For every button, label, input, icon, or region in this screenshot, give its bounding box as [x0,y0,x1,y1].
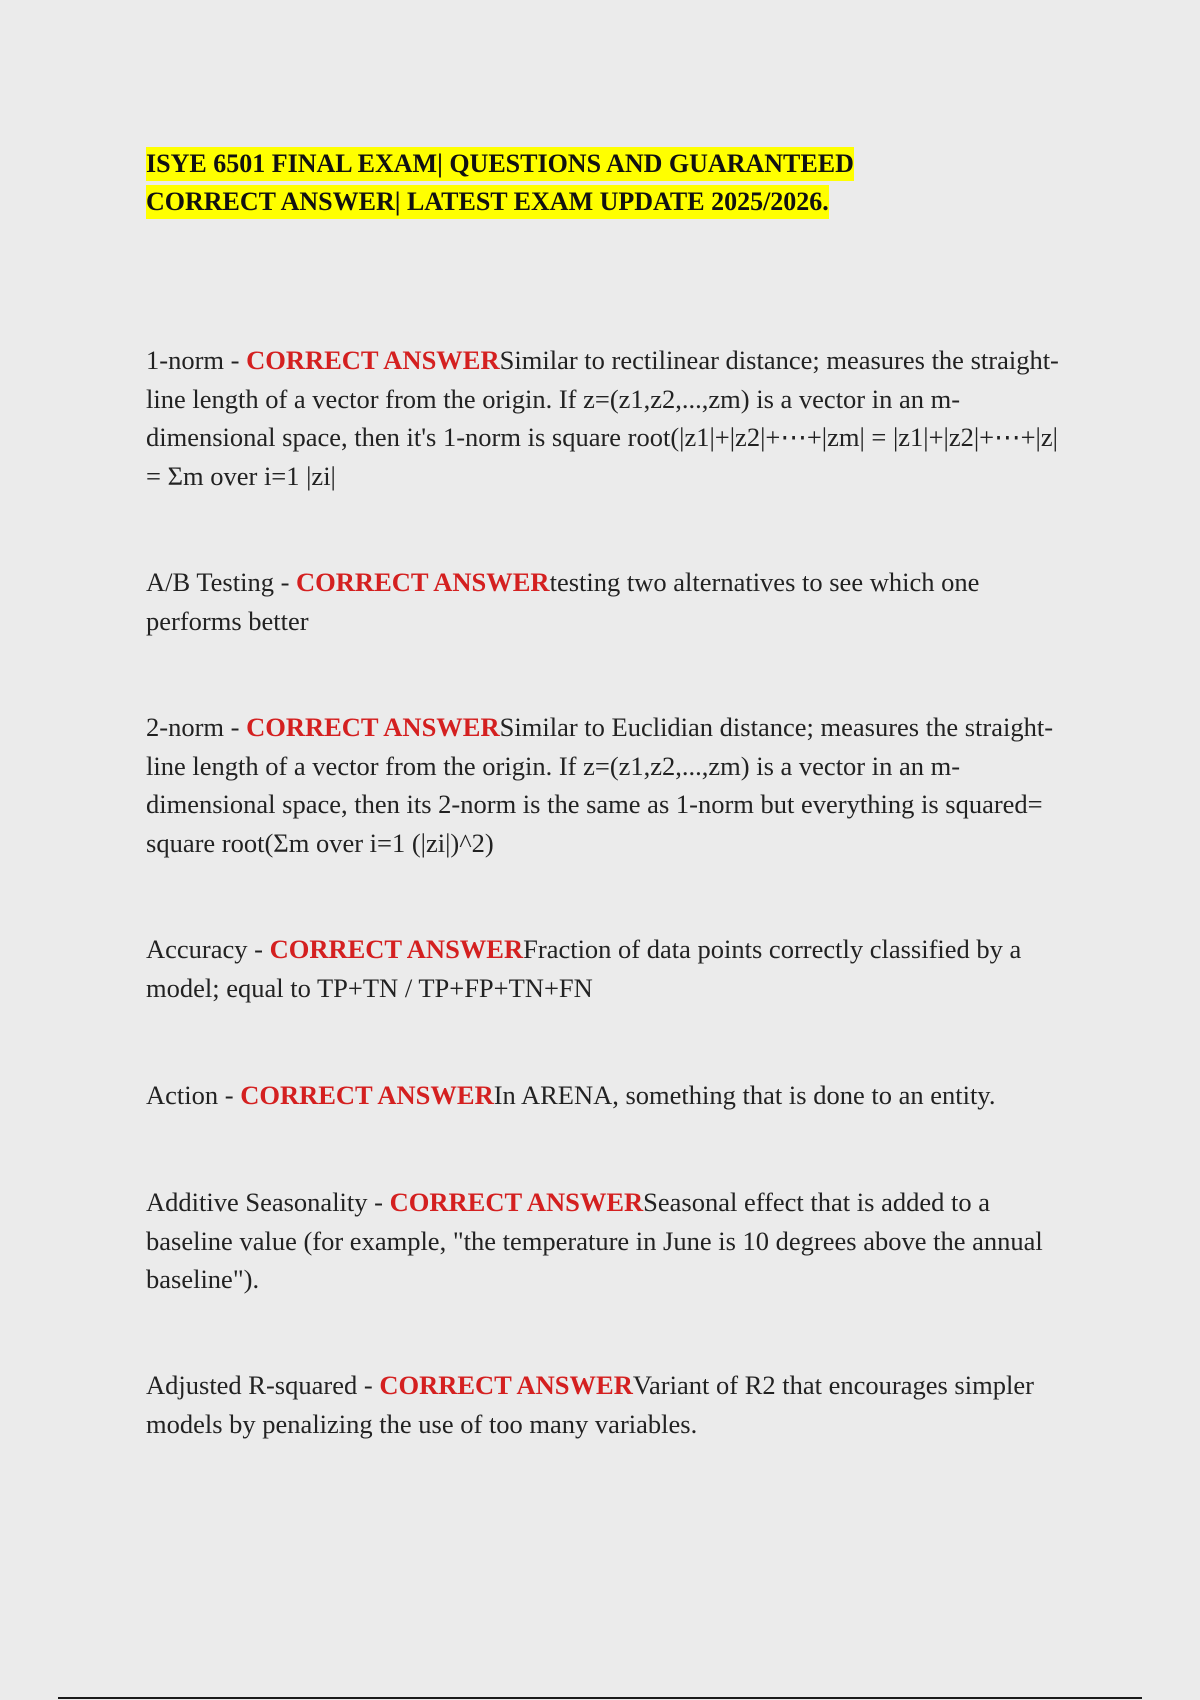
correct-answer-marker: CORRECT ANSWER [379,1370,633,1400]
correct-answer-marker: CORRECT ANSWER [246,345,500,375]
entry-definition: Similar to Euclidian distance; measures the straight-line length of a vector from the origin. If z=(z1,z2,...,zm) is a vector in an m-dimensional space, then its 2-norm is the same as 1-norm but everything is squared= square root(Σm over i=1 (|zi|)^2) [146,712,1054,858]
glossary-entry [146,708,1066,862]
entry-definition: testing two alternatives to see which one performs better [146,567,980,636]
glossary-entry [146,1183,1066,1299]
correct-answer-marker: CORRECT ANSWER [246,712,500,742]
page-bottom-divider [58,1697,1142,1699]
title-line-1-text: ISYE 6501 FINAL EXAM| QUESTIONS AND GUARANTEED [146,147,854,181]
glossary-entry [146,341,1066,495]
title-line-2 [146,183,1046,221]
entry-term: A/B Testing - [146,567,297,597]
document-title [146,145,1046,221]
entry-definition: Similar to rectilinear distance; measures the straight-line length of a vector from the origin. If z=(z1,z2,...,zm) is a vector in an m-dimensional space, then it's 1-norm is square root(|z1|+|z2|+⋯+|zm| = |z1|+|z2|+⋯+|z| = Σm over i=1 |zi| [146,345,1059,491]
entry-term: Action - [146,1080,241,1110]
glossary-entry [146,1366,1066,1443]
entry-term: 1-norm - [146,345,247,375]
entry-definition: Variant of R2 that encourages simpler models by penalizing the use of too many variables. [146,1370,1034,1439]
entry-term: Adjusted R-squared - [146,1370,380,1400]
entry-term: 2-norm - [146,712,247,742]
entry-definition: Fraction of data points correctly classified by a model; equal to TP+TN / TP+FP+TN+FN [146,934,1022,1003]
correct-answer-marker: CORRECT ANSWER [269,934,524,964]
correct-answer-marker: CORRECT ANSWER [240,1080,494,1110]
correct-answer-marker: CORRECT ANSWER [389,1187,644,1217]
glossary-entry [146,930,1066,1007]
entry-definition: In ARENA, something that is done to an entity. [493,1080,996,1110]
entry-definition: Seasonal effect that is added to a baseline value (for example, "the temperature in June is 10 degrees above the annual baseline"). [146,1187,1043,1294]
entry-term: Additive Seasonality - [146,1187,390,1217]
entry-term: Accuracy - [146,934,270,964]
title-line-1 [146,145,1046,183]
title-line-2-text: CORRECT ANSWER| LATEST EXAM UPDATE 2025/2026. [146,185,829,219]
correct-answer-marker: CORRECT ANSWER [296,567,550,597]
glossary-entry [146,1076,1066,1115]
glossary-entry [146,563,1066,640]
